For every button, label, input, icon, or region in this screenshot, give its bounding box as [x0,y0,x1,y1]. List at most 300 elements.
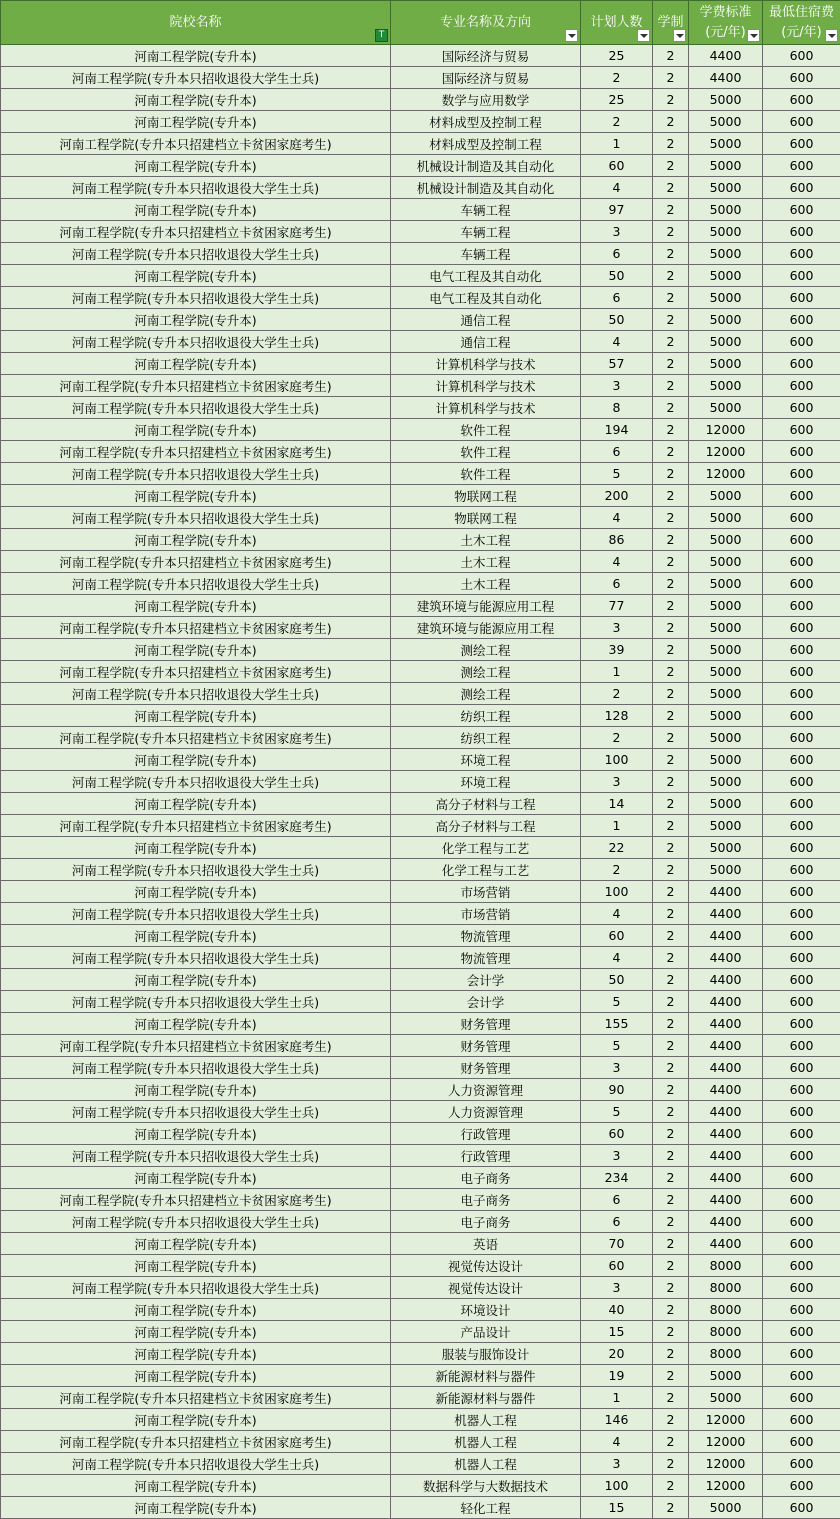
tuition-cell[interactable]: 5000 [689,331,763,353]
dorm-cell[interactable]: 600 [763,67,840,89]
dorm-cell[interactable]: 600 [763,375,840,397]
school-cell[interactable]: 河南工程学院(专升本) [1,837,391,859]
dorm-cell[interactable]: 600 [763,309,840,331]
plan-cell[interactable]: 5 [581,991,653,1013]
dorm-cell[interactable]: 600 [763,1211,840,1233]
dorm-cell[interactable]: 600 [763,1475,840,1497]
tuition-cell[interactable]: 8000 [689,1277,763,1299]
plan-cell[interactable]: 15 [581,1497,653,1519]
tuition-cell[interactable]: 5000 [689,265,763,287]
major-cell[interactable]: 软件工程 [391,463,581,485]
plan-cell[interactable]: 1 [581,661,653,683]
tuition-cell[interactable]: 12000 [689,441,763,463]
major-cell[interactable]: 高分子材料与工程 [391,815,581,837]
plan-cell[interactable]: 4 [581,903,653,925]
tuition-cell[interactable]: 5000 [689,771,763,793]
dorm-cell[interactable]: 600 [763,1343,840,1365]
major-cell[interactable]: 土木工程 [391,551,581,573]
school-cell[interactable]: 河南工程学院(专升本只招收退役大学生士兵) [1,331,391,353]
school-cell[interactable]: 河南工程学院(专升本) [1,793,391,815]
plan-cell[interactable]: 40 [581,1299,653,1321]
school-cell[interactable]: 河南工程学院(专升本) [1,353,391,375]
plan-cell[interactable]: 60 [581,1255,653,1277]
tuition-cell[interactable]: 5000 [689,529,763,551]
years-cell[interactable]: 2 [653,1123,689,1145]
major-cell[interactable]: 财务管理 [391,1035,581,1057]
tuition-cell[interactable]: 5000 [689,133,763,155]
tuition-cell[interactable]: 5000 [689,573,763,595]
tuition-cell[interactable]: 8000 [689,1299,763,1321]
major-cell[interactable]: 通信工程 [391,331,581,353]
school-cell[interactable]: 河南工程学院(专升本只招收退役大学生士兵) [1,67,391,89]
school-cell[interactable]: 河南工程学院(专升本只招建档立卡贫困家庭考生) [1,1387,391,1409]
school-cell[interactable]: 河南工程学院(专升本只招建档立卡贫困家庭考生) [1,727,391,749]
major-cell[interactable]: 土木工程 [391,573,581,595]
dorm-cell[interactable]: 600 [763,1167,840,1189]
school-cell[interactable]: 河南工程学院(专升本) [1,969,391,991]
tuition-cell[interactable]: 8000 [689,1255,763,1277]
tuition-cell[interactable]: 4400 [689,991,763,1013]
dorm-cell[interactable]: 600 [763,155,840,177]
dorm-cell[interactable]: 600 [763,177,840,199]
dorm-cell[interactable]: 600 [763,1255,840,1277]
major-cell[interactable]: 数据科学与大数据技术 [391,1475,581,1497]
dorm-cell[interactable]: 600 [763,353,840,375]
school-cell[interactable]: 河南工程学院(专升本只招建档立卡贫困家庭考生) [1,617,391,639]
years-cell[interactable]: 2 [653,529,689,551]
dorm-cell[interactable]: 600 [763,639,840,661]
plan-cell[interactable]: 22 [581,837,653,859]
tuition-cell[interactable]: 5000 [689,353,763,375]
tuition-cell[interactable]: 5000 [689,639,763,661]
plan-cell[interactable]: 6 [581,1189,653,1211]
plan-cell[interactable]: 50 [581,309,653,331]
major-cell[interactable]: 会计学 [391,991,581,1013]
dorm-cell[interactable]: 600 [763,199,840,221]
tuition-cell[interactable]: 4400 [689,1145,763,1167]
plan-cell[interactable]: 60 [581,1123,653,1145]
plan-cell[interactable]: 14 [581,793,653,815]
plan-cell[interactable]: 128 [581,705,653,727]
tuition-cell[interactable]: 5000 [689,89,763,111]
school-cell[interactable]: 河南工程学院(专升本) [1,595,391,617]
school-cell[interactable]: 河南工程学院(专升本) [1,1299,391,1321]
major-cell[interactable]: 建筑环境与能源应用工程 [391,595,581,617]
years-cell[interactable]: 2 [653,331,689,353]
tuition-cell[interactable]: 4400 [689,1079,763,1101]
major-cell[interactable]: 数学与应用数学 [391,89,581,111]
tuition-cell[interactable]: 4400 [689,1101,763,1123]
plan-cell[interactable]: 1 [581,133,653,155]
tuition-cell[interactable]: 4400 [689,1123,763,1145]
years-cell[interactable]: 2 [653,45,689,67]
years-cell[interactable]: 2 [653,881,689,903]
major-cell[interactable]: 计算机科学与技术 [391,397,581,419]
years-cell[interactable]: 2 [653,1079,689,1101]
years-cell[interactable]: 2 [653,683,689,705]
years-cell[interactable]: 2 [653,177,689,199]
dorm-cell[interactable]: 600 [763,1123,840,1145]
tuition-cell[interactable]: 5000 [689,793,763,815]
years-cell[interactable]: 2 [653,1497,689,1519]
tuition-cell[interactable]: 4400 [689,1233,763,1255]
dropdown-arrow-icon[interactable] [673,29,686,42]
dorm-cell[interactable]: 600 [763,1079,840,1101]
years-cell[interactable]: 2 [653,155,689,177]
dorm-cell[interactable]: 600 [763,551,840,573]
tuition-cell[interactable]: 12000 [689,419,763,441]
years-cell[interactable]: 2 [653,463,689,485]
school-cell[interactable]: 河南工程学院(专升本只招收退役大学生士兵) [1,1057,391,1079]
major-cell[interactable]: 物联网工程 [391,485,581,507]
dropdown-arrow-icon[interactable] [565,29,578,42]
years-cell[interactable]: 2 [653,595,689,617]
plan-cell[interactable]: 6 [581,1211,653,1233]
school-cell[interactable]: 河南工程学院(专升本只招建档立卡贫困家庭考生) [1,133,391,155]
dorm-cell[interactable]: 600 [763,771,840,793]
major-cell[interactable]: 物流管理 [391,925,581,947]
text-filter-active-icon[interactable]: T [375,29,388,42]
school-cell[interactable]: 河南工程学院(专升本只招收退役大学生士兵) [1,463,391,485]
school-cell[interactable]: 河南工程学院(专升本只招建档立卡贫困家庭考生) [1,1035,391,1057]
plan-cell[interactable]: 2 [581,111,653,133]
dorm-cell[interactable]: 600 [763,287,840,309]
plan-cell[interactable]: 4 [581,551,653,573]
years-cell[interactable]: 2 [653,1233,689,1255]
dorm-cell[interactable]: 600 [763,661,840,683]
tuition-cell[interactable]: 4400 [689,1167,763,1189]
major-cell[interactable]: 视觉传达设计 [391,1277,581,1299]
school-cell[interactable]: 河南工程学院(专升本只招收退役大学生士兵) [1,287,391,309]
years-cell[interactable]: 2 [653,1277,689,1299]
dorm-cell[interactable]: 600 [763,507,840,529]
years-cell[interactable]: 2 [653,1167,689,1189]
tuition-cell[interactable]: 12000 [689,1409,763,1431]
tuition-cell[interactable]: 5000 [689,287,763,309]
dorm-cell[interactable]: 600 [763,111,840,133]
tuition-cell[interactable]: 5000 [689,199,763,221]
major-cell[interactable]: 车辆工程 [391,243,581,265]
tuition-cell[interactable]: 5000 [689,551,763,573]
years-cell[interactable]: 2 [653,903,689,925]
years-cell[interactable]: 2 [653,309,689,331]
plan-cell[interactable]: 194 [581,419,653,441]
tuition-cell[interactable]: 4400 [689,969,763,991]
plan-cell[interactable]: 2 [581,727,653,749]
school-cell[interactable]: 河南工程学院(专升本) [1,1167,391,1189]
school-cell[interactable]: 河南工程学院(专升本) [1,1497,391,1519]
years-cell[interactable]: 2 [653,1101,689,1123]
major-cell[interactable]: 市场营销 [391,903,581,925]
years-cell[interactable]: 2 [653,1299,689,1321]
tuition-cell[interactable]: 4400 [689,881,763,903]
dorm-cell[interactable]: 600 [763,969,840,991]
dropdown-arrow-icon[interactable] [747,29,760,42]
years-cell[interactable]: 2 [653,1255,689,1277]
major-cell[interactable]: 国际经济与贸易 [391,67,581,89]
dropdown-arrow-icon[interactable] [637,29,650,42]
major-cell[interactable]: 建筑环境与能源应用工程 [391,617,581,639]
school-cell[interactable]: 河南工程学院(专升本) [1,111,391,133]
school-cell[interactable]: 河南工程学院(专升本) [1,485,391,507]
dorm-cell[interactable]: 600 [763,1299,840,1321]
years-cell[interactable]: 2 [653,1321,689,1343]
major-cell[interactable]: 车辆工程 [391,199,581,221]
school-cell[interactable]: 河南工程学院(专升本) [1,529,391,551]
plan-cell[interactable]: 60 [581,925,653,947]
major-cell[interactable]: 材料成型及控制工程 [391,133,581,155]
dorm-cell[interactable]: 600 [763,1453,840,1475]
plan-cell[interactable]: 2 [581,67,653,89]
major-cell[interactable]: 机器人工程 [391,1409,581,1431]
major-cell[interactable]: 物流管理 [391,947,581,969]
major-cell[interactable]: 会计学 [391,969,581,991]
major-cell[interactable]: 测绘工程 [391,661,581,683]
major-cell[interactable]: 环境工程 [391,749,581,771]
major-cell[interactable]: 电子商务 [391,1167,581,1189]
years-cell[interactable]: 2 [653,1035,689,1057]
dorm-cell[interactable]: 600 [763,749,840,771]
major-cell[interactable]: 人力资源管理 [391,1079,581,1101]
years-cell[interactable]: 2 [653,837,689,859]
school-cell[interactable]: 河南工程学院(专升本只招建档立卡贫困家庭考生) [1,1189,391,1211]
major-cell[interactable]: 新能源材料与器件 [391,1365,581,1387]
school-cell[interactable]: 河南工程学院(专升本) [1,1123,391,1145]
years-cell[interactable]: 2 [653,419,689,441]
plan-cell[interactable]: 1 [581,815,653,837]
tuition-cell[interactable]: 8000 [689,1321,763,1343]
school-cell[interactable]: 河南工程学院(专升本) [1,155,391,177]
tuition-cell[interactable]: 5000 [689,727,763,749]
school-cell[interactable]: 河南工程学院(专升本只招收退役大学生士兵) [1,683,391,705]
tuition-cell[interactable]: 12000 [689,1431,763,1453]
school-cell[interactable]: 河南工程学院(专升本) [1,1233,391,1255]
school-cell[interactable]: 河南工程学院(专升本) [1,45,391,67]
school-cell[interactable]: 河南工程学院(专升本只招收退役大学生士兵) [1,947,391,969]
years-cell[interactable]: 2 [653,793,689,815]
school-cell[interactable]: 河南工程学院(专升本) [1,925,391,947]
plan-cell[interactable]: 155 [581,1013,653,1035]
dorm-cell[interactable]: 600 [763,903,840,925]
major-cell[interactable]: 土木工程 [391,529,581,551]
years-cell[interactable]: 2 [653,67,689,89]
plan-cell[interactable]: 19 [581,1365,653,1387]
years-cell[interactable]: 2 [653,89,689,111]
tuition-cell[interactable]: 5000 [689,683,763,705]
dorm-cell[interactable]: 600 [763,1365,840,1387]
school-cell[interactable]: 河南工程学院(专升本) [1,1013,391,1035]
plan-cell[interactable]: 3 [581,1277,653,1299]
dorm-cell[interactable]: 600 [763,1409,840,1431]
major-cell[interactable]: 纺织工程 [391,705,581,727]
tuition-cell[interactable]: 5000 [689,749,763,771]
plan-cell[interactable]: 5 [581,1101,653,1123]
tuition-cell[interactable]: 5000 [689,617,763,639]
major-cell[interactable]: 计算机科学与技术 [391,375,581,397]
dorm-cell[interactable]: 600 [763,1431,840,1453]
major-cell[interactable]: 高分子材料与工程 [391,793,581,815]
plan-cell[interactable]: 50 [581,265,653,287]
tuition-cell[interactable]: 5000 [689,705,763,727]
dorm-cell[interactable]: 600 [763,1057,840,1079]
years-cell[interactable]: 2 [653,727,689,749]
plan-cell[interactable]: 60 [581,155,653,177]
major-cell[interactable]: 市场营销 [391,881,581,903]
years-cell[interactable]: 2 [653,1013,689,1035]
plan-cell[interactable]: 86 [581,529,653,551]
plan-cell[interactable]: 3 [581,1453,653,1475]
major-cell[interactable]: 机械设计制造及其自动化 [391,177,581,199]
years-cell[interactable]: 2 [653,111,689,133]
school-cell[interactable]: 河南工程学院(专升本只招收退役大学生士兵) [1,991,391,1013]
school-cell[interactable]: 河南工程学院(专升本只招收退役大学生士兵) [1,1453,391,1475]
years-cell[interactable]: 2 [653,1431,689,1453]
dorm-cell[interactable]: 600 [763,243,840,265]
years-cell[interactable]: 2 [653,287,689,309]
tuition-cell[interactable]: 4400 [689,947,763,969]
major-cell[interactable]: 环境设计 [391,1299,581,1321]
major-cell[interactable]: 材料成型及控制工程 [391,111,581,133]
years-cell[interactable]: 2 [653,617,689,639]
tuition-cell[interactable]: 5000 [689,221,763,243]
years-cell[interactable]: 2 [653,1365,689,1387]
dorm-cell[interactable]: 600 [763,837,840,859]
tuition-cell[interactable]: 4400 [689,1189,763,1211]
plan-cell[interactable]: 57 [581,353,653,375]
dorm-cell[interactable]: 600 [763,859,840,881]
plan-cell[interactable]: 1 [581,1387,653,1409]
tuition-cell[interactable]: 5000 [689,111,763,133]
school-cell[interactable]: 河南工程学院(专升本只招建档立卡贫困家庭考生) [1,661,391,683]
tuition-cell[interactable]: 4400 [689,903,763,925]
plan-cell[interactable]: 77 [581,595,653,617]
major-cell[interactable]: 新能源材料与器件 [391,1387,581,1409]
tuition-cell[interactable]: 5000 [689,243,763,265]
years-cell[interactable]: 2 [653,947,689,969]
years-cell[interactable]: 2 [653,133,689,155]
tuition-cell[interactable]: 5000 [689,1497,763,1519]
tuition-cell[interactable]: 5000 [689,177,763,199]
plan-cell[interactable]: 4 [581,1431,653,1453]
plan-cell[interactable]: 200 [581,485,653,507]
dorm-cell[interactable]: 600 [763,265,840,287]
school-cell[interactable]: 河南工程学院(专升本只招建档立卡贫困家庭考生) [1,221,391,243]
major-cell[interactable]: 电气工程及其自动化 [391,265,581,287]
school-cell[interactable]: 河南工程学院(专升本) [1,639,391,661]
major-cell[interactable]: 环境工程 [391,771,581,793]
plan-cell[interactable]: 146 [581,1409,653,1431]
dorm-cell[interactable]: 600 [763,1233,840,1255]
major-cell[interactable]: 电子商务 [391,1189,581,1211]
major-cell[interactable]: 人力资源管理 [391,1101,581,1123]
plan-cell[interactable]: 2 [581,683,653,705]
school-cell[interactable]: 河南工程学院(专升本) [1,309,391,331]
plan-cell[interactable]: 25 [581,89,653,111]
plan-cell[interactable]: 25 [581,45,653,67]
major-cell[interactable]: 服装与服饰设计 [391,1343,581,1365]
tuition-cell[interactable]: 5000 [689,1387,763,1409]
dorm-cell[interactable]: 600 [763,89,840,111]
plan-cell[interactable]: 4 [581,331,653,353]
major-cell[interactable]: 视觉传达设计 [391,1255,581,1277]
major-cell[interactable]: 机械设计制造及其自动化 [391,155,581,177]
plan-cell[interactable]: 70 [581,1233,653,1255]
tuition-cell[interactable]: 5000 [689,397,763,419]
dorm-cell[interactable]: 600 [763,45,840,67]
dorm-cell[interactable]: 600 [763,485,840,507]
school-cell[interactable]: 河南工程学院(专升本) [1,1079,391,1101]
plan-cell[interactable]: 5 [581,463,653,485]
major-cell[interactable]: 国际经济与贸易 [391,45,581,67]
years-cell[interactable]: 2 [653,507,689,529]
dorm-cell[interactable]: 600 [763,1101,840,1123]
dropdown-arrow-icon[interactable] [825,29,838,42]
years-cell[interactable]: 2 [653,705,689,727]
major-cell[interactable]: 软件工程 [391,441,581,463]
major-cell[interactable]: 计算机科学与技术 [391,353,581,375]
years-cell[interactable]: 2 [653,397,689,419]
plan-cell[interactable]: 100 [581,881,653,903]
tuition-cell[interactable]: 5000 [689,155,763,177]
years-cell[interactable]: 2 [653,265,689,287]
dorm-cell[interactable]: 600 [763,595,840,617]
plan-cell[interactable]: 2 [581,859,653,881]
major-cell[interactable]: 测绘工程 [391,639,581,661]
major-cell[interactable]: 通信工程 [391,309,581,331]
plan-cell[interactable]: 100 [581,749,653,771]
plan-cell[interactable]: 6 [581,573,653,595]
plan-cell[interactable]: 4 [581,507,653,529]
years-cell[interactable]: 2 [653,221,689,243]
school-cell[interactable]: 河南工程学院(专升本只招收退役大学生士兵) [1,1101,391,1123]
tuition-cell[interactable]: 4400 [689,1057,763,1079]
tuition-cell[interactable]: 5000 [689,1365,763,1387]
plan-cell[interactable]: 3 [581,771,653,793]
tuition-cell[interactable]: 8000 [689,1343,763,1365]
school-cell[interactable]: 河南工程学院(专升本只招收退役大学生士兵) [1,507,391,529]
dorm-cell[interactable]: 600 [763,1321,840,1343]
plan-cell[interactable]: 50 [581,969,653,991]
dorm-cell[interactable]: 600 [763,419,840,441]
dorm-cell[interactable]: 600 [763,815,840,837]
school-cell[interactable]: 河南工程学院(专升本) [1,749,391,771]
school-cell[interactable]: 河南工程学院(专升本只招收退役大学生士兵) [1,573,391,595]
school-cell[interactable]: 河南工程学院(专升本) [1,419,391,441]
tuition-cell[interactable]: 12000 [689,1475,763,1497]
major-cell[interactable]: 产品设计 [391,1321,581,1343]
major-cell[interactable]: 纺织工程 [391,727,581,749]
dorm-cell[interactable]: 600 [763,529,840,551]
school-cell[interactable]: 河南工程学院(专升本) [1,265,391,287]
years-cell[interactable]: 2 [653,1189,689,1211]
major-cell[interactable]: 测绘工程 [391,683,581,705]
dorm-cell[interactable]: 600 [763,441,840,463]
years-cell[interactable]: 2 [653,969,689,991]
major-cell[interactable]: 财务管理 [391,1057,581,1079]
years-cell[interactable]: 2 [653,485,689,507]
school-cell[interactable]: 河南工程学院(专升本) [1,199,391,221]
school-cell[interactable]: 河南工程学院(专升本) [1,89,391,111]
school-cell[interactable]: 河南工程学院(专升本只招收退役大学生士兵) [1,243,391,265]
tuition-cell[interactable]: 5000 [689,485,763,507]
tuition-cell[interactable]: 5000 [689,837,763,859]
school-cell[interactable]: 河南工程学院(专升本) [1,1321,391,1343]
school-cell[interactable]: 河南工程学院(专升本) [1,1365,391,1387]
major-cell[interactable]: 行政管理 [391,1123,581,1145]
plan-cell[interactable]: 3 [581,617,653,639]
years-cell[interactable]: 2 [653,1145,689,1167]
plan-cell[interactable]: 3 [581,375,653,397]
